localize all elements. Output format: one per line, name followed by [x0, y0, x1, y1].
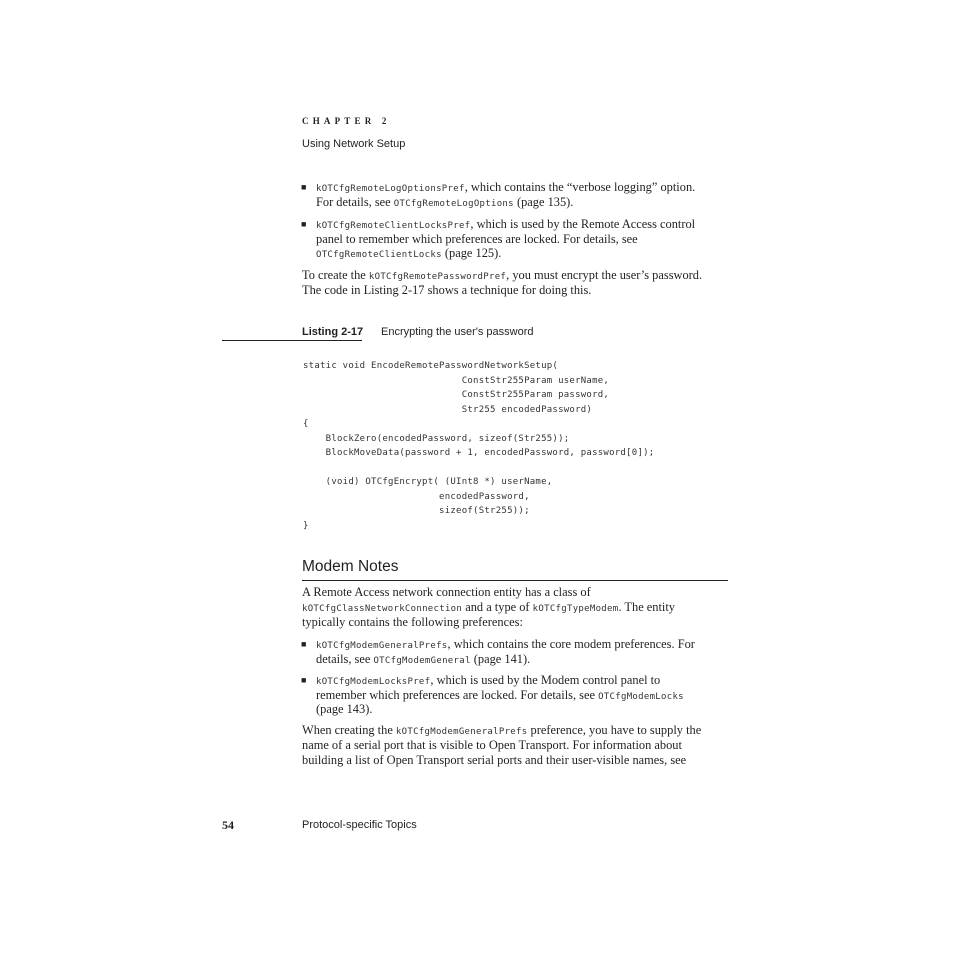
paragraph: A Remote Access network connection entity has a class of: [302, 585, 591, 599]
list-item: kOTCfgModemGeneralPrefs, which contains the core modem preferences. For: [316, 637, 695, 651]
listing-label: Listing 2-17: [302, 326, 364, 338]
bullet-marker: ■: [301, 639, 307, 649]
paragraph-line: kOTCfgClassNetworkConnection and a type of kOTCfgTypeModem. The entity: [302, 600, 676, 614]
paragraph-line: name of a serial port that is visible to Open Transport. For information about: [302, 738, 682, 752]
list-item: kOTCfgRemoteLogOptionsPref, which contains the “verbose logging” option.: [316, 180, 696, 194]
code-listing: static void EncodeRemotePasswordNetworkSetup( ConstStr255Param userName, ConstStr255Param password, Str255 encodedPassword) { BlockZero(encodedPassword, sizeof(Str255)); BlockMoveData(password + 1, encodedPassword, password[0]); (void) OTCfgEncrypt( (UInt8 *) userName, encodedPassword, sizeof(Str255)); }: [303, 361, 655, 531]
list-item: kOTCfgModemLocksPref, which is used by the Modem control panel to: [316, 673, 661, 687]
list-item: kOTCfgRemoteClientLocksPref, which is used by the Remote Access control: [316, 217, 696, 231]
list-item-continuation: details, see OTCfgModemGeneral (page 141).: [316, 652, 531, 666]
page-number: 54: [222, 818, 234, 832]
paragraph: When creating the kOTCfgModemGeneralPrefs preference, you have to supply the: [302, 723, 702, 737]
paragraph-line: building a list of Open Transport serial ports and their user-visible names, see: [302, 753, 687, 767]
bullet-marker: ■: [301, 219, 307, 229]
list-item-continuation: (page 143).: [316, 702, 373, 716]
heading-rule: [302, 580, 728, 581]
list-item-continuation: panel to remember which preferences are locked. For details, see: [316, 232, 638, 246]
paragraph: To create the kOTCfgRemotePasswordPref, you must encrypt the user’s password.: [302, 268, 703, 282]
chapter-label: CHAPTER 2: [302, 116, 391, 126]
list-item-continuation: For details, see OTCfgRemoteLogOptions (page 135).: [316, 195, 574, 209]
listing-title: Encrypting the user's password: [381, 326, 534, 338]
bullet-marker: ■: [301, 675, 307, 685]
bullet-marker: ■: [301, 182, 307, 192]
section-heading: Modem Notes: [302, 558, 399, 575]
list-item-continuation: OTCfgRemoteClientLocks (page 125).: [316, 246, 502, 260]
paragraph-line: The code in Listing 2-17 shows a technique for doing this.: [302, 283, 592, 297]
footer-title: Protocol-specific Topics: [302, 819, 417, 831]
paragraph-line: typically contains the following preferences:: [302, 615, 523, 629]
running-title: Using Network Setup: [302, 138, 406, 150]
listing-rule: [222, 340, 362, 341]
list-item-continuation: remember which preferences are locked. For details, see OTCfgModemLocks: [316, 688, 684, 702]
